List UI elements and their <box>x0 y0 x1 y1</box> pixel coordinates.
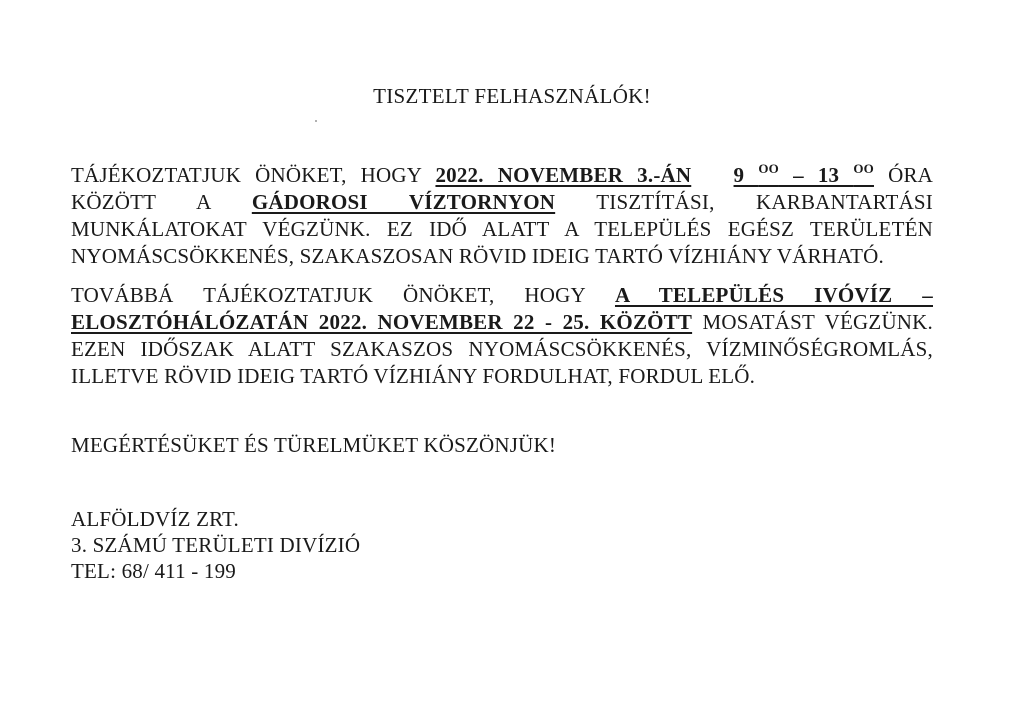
phone-number: TEL: 68/ 411 - 199 <box>71 559 236 583</box>
p1-line-2-end: TISZTÍTÁSI, KARBANTARTÁSI <box>555 190 934 214</box>
p1-line-1 <box>71 156 933 189</box>
signature-block <box>71 506 360 584</box>
p2-line-3: EZEN IDŐSZAK ALATT SZAKASZOS NYOMÁSCSÖKKENÉS, VÍZMINŐSÉGROMLÁS, <box>71 337 933 361</box>
p1-line-1-text: TÁJÉKOZTATJUK ÖNÖKET, HOGY <box>71 163 436 187</box>
scan-speck <box>315 120 317 122</box>
thanks-line: MEGÉRTÉSÜKET ÉS TÜRELMÜKET KÖSZÖNJÜK! <box>71 433 557 457</box>
division-name: 3. SZÁMÚ TERÜLETI DIVÍZIÓ <box>71 533 361 557</box>
p1-line-4: NYOMÁSCSÖKKENÉS, SZAKASZOSAN RÖVID IDEIG TARTÓ VÍZHIÁNY VÁRHATÓ. <box>71 244 884 268</box>
p2-line-1-text: TOVÁBBÁ TÁJÉKOZTATJUK ÖNÖKET, HOGY <box>71 283 615 307</box>
p1-line-3: MUNKÁLATOKAT VÉGZÜNK. EZ IDŐ ALATT A TELEPÜLÉS EGÉSZ TERÜLETÉN <box>71 217 933 241</box>
time-end: – 13 <box>778 163 854 187</box>
date-highlight: 2022. NOVEMBER 3.-ÁN <box>435 163 692 187</box>
time-end-minutes: OO <box>853 161 874 176</box>
network-highlight: A TELEPÜLÉS IVÓVÍZ – <box>614 283 933 307</box>
company-name: ALFÖLDVÍZ ZRT. <box>71 507 239 531</box>
p2-line-1 <box>71 282 933 309</box>
p1-line-2 <box>71 189 933 216</box>
paragraph-flushing <box>71 282 933 390</box>
time-start-minutes: OO <box>758 161 779 176</box>
time-start: 9 <box>733 163 759 187</box>
period-highlight: ELOSZTÓHÁLÓZATÁN 2022. NOVEMBER 22 - 25. KÖZÖTT <box>71 310 693 334</box>
location-highlight: GÁDOROSI VÍZTORNYON <box>251 190 556 214</box>
p2-line-2-end: MOSATÁST VÉGZÜNK. <box>692 310 933 334</box>
p1-line-1-end: ÓRA <box>873 163 934 187</box>
p2-line-2 <box>71 309 933 336</box>
time-highlight <box>734 163 874 187</box>
p1-line-2-text: KÖZÖTT A <box>71 190 252 214</box>
notice-title: TISZTELT FELHASZNÁLÓK! <box>373 84 651 108</box>
paragraph-maintenance <box>71 156 933 270</box>
p2-line-4: ILLETVE RÖVID IDEIG TARTÓ VÍZHIÁNY FORDULHAT, FORDUL ELŐ. <box>71 364 756 388</box>
